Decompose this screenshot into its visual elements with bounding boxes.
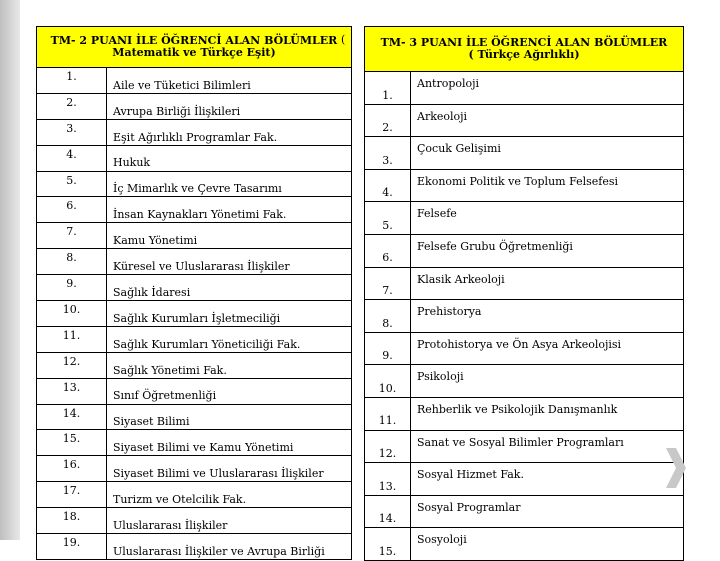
department-name: Sağlık Kurumları Yöneticiliği Fak.: [107, 326, 352, 352]
table-row: [37, 378, 352, 404]
row-number: 13.: [37, 378, 107, 404]
table-row: [37, 93, 352, 119]
table-row: [37, 145, 352, 171]
tm3-table-title: TM- 3 PUANI İLE ÖĞRENCİ ALAN BÖLÜMLER: [380, 35, 668, 49]
row-number: 7.: [37, 223, 107, 249]
department-name: Uluslararası İlişkiler ve Avrupa Birliği: [107, 534, 352, 560]
row-number: 3.: [365, 137, 411, 170]
row-number: 8.: [365, 300, 411, 333]
table-row: [365, 169, 684, 202]
row-number: 12.: [365, 430, 411, 463]
row-number: 17.: [37, 482, 107, 508]
department-name: Siyaset Bilimi ve Uluslararası İlişkiler: [107, 456, 352, 482]
row-number: 7.: [365, 267, 411, 300]
table-row: [365, 495, 684, 528]
table-row: [37, 534, 352, 560]
row-number: 16.: [37, 456, 107, 482]
department-name: İnsan Kaynakları Yönetimi Fak.: [107, 197, 352, 223]
stray-parenthesis: (: [341, 33, 346, 46]
row-number: 14.: [37, 404, 107, 430]
tm2-table-header: [37, 27, 352, 68]
row-number: 6.: [365, 234, 411, 267]
table-row: [37, 301, 352, 327]
table-header-row: [365, 27, 684, 72]
table-row: [37, 352, 352, 378]
row-number: 10.: [37, 301, 107, 327]
department-name: Antropoloji: [411, 72, 684, 105]
row-number: 10.: [365, 365, 411, 398]
department-name: Çocuk Gelişimi: [411, 137, 684, 170]
department-name: Sınıf Öğretmenliği: [107, 378, 352, 404]
row-number: 3.: [37, 119, 107, 145]
department-name: Sanat ve Sosyal Bilimler Programları: [411, 430, 684, 463]
department-name: Klasik Arkeoloji: [411, 267, 684, 300]
row-number: 18.: [37, 508, 107, 534]
department-name: Eşit Ağırlıklı Programlar Fak.: [107, 119, 352, 145]
table-row: [365, 300, 684, 333]
row-number: 1.: [365, 72, 411, 105]
tm2-table-subtitle: Matematik ve Türkçe Eşit): [112, 46, 276, 59]
department-name: Kamu Yönetimi: [107, 223, 352, 249]
table-row: [37, 275, 352, 301]
row-number: 14.: [365, 495, 411, 528]
department-name: Sosyoloji: [411, 528, 684, 561]
row-number: 4.: [365, 169, 411, 202]
table-row: [365, 267, 684, 300]
table-row: [365, 202, 684, 235]
table-row: [37, 430, 352, 456]
department-name: Sosyal Programlar: [411, 495, 684, 528]
department-name: Siyaset Bilimi ve Kamu Yönetimi: [107, 430, 352, 456]
table-row: [37, 456, 352, 482]
department-name: Sağlık İdaresi: [107, 275, 352, 301]
department-name: Hukuk: [107, 145, 352, 171]
table-row: [365, 528, 684, 561]
department-name: Protohistorya ve Ön Asya Arkeolojisi: [411, 332, 684, 365]
table-row: [365, 104, 684, 137]
row-number: 19.: [37, 534, 107, 560]
table-row: [37, 197, 352, 223]
row-number: 2.: [365, 104, 411, 137]
department-name: Sosyal Hizmet Fak.: [411, 463, 684, 496]
row-number: 13.: [365, 463, 411, 496]
row-number: 4.: [37, 145, 107, 171]
table-row: [365, 72, 684, 105]
tm2-table-title: TM- 2 PUANI İLE ÖĞRENCİ ALAN BÖLÜMLER: [50, 33, 338, 47]
table-header-row: [37, 27, 352, 68]
row-number: 11.: [37, 326, 107, 352]
table-row: [365, 234, 684, 267]
department-name: Avrupa Birliği İlişkileri: [107, 93, 352, 119]
row-number: 11.: [365, 397, 411, 430]
row-number: 5.: [365, 202, 411, 235]
table-row: [37, 482, 352, 508]
table-row: [365, 397, 684, 430]
row-number: 1.: [37, 68, 107, 94]
table-row: [365, 365, 684, 398]
table-row: [37, 404, 352, 430]
tm3-table-header: [365, 27, 684, 72]
department-name: Felsefe: [411, 202, 684, 235]
table-row: [37, 223, 352, 249]
department-name: Rehberlik ve Psikolojik Danışmanlık: [411, 397, 684, 430]
row-number: 15.: [37, 430, 107, 456]
row-number: 15.: [365, 528, 411, 561]
department-name: Psikoloji: [411, 365, 684, 398]
department-name: Ekonomi Politik ve Toplum Felsefesi: [411, 169, 684, 202]
chevron-right-icon[interactable]: [664, 448, 686, 488]
table-row: [37, 326, 352, 352]
department-name: Sağlık Yönetimi Fak.: [107, 352, 352, 378]
department-name: İç Mimarlık ve Çevre Tasarımı: [107, 171, 352, 197]
department-name: Uluslararası İlişkiler: [107, 508, 352, 534]
tm3-table-subtitle: ( Türkçe Ağırlıklı): [468, 48, 580, 61]
slide-side-bar: [0, 0, 20, 540]
department-name: Siyaset Bilimi: [107, 404, 352, 430]
table-row: [37, 119, 352, 145]
table-row: [365, 430, 684, 463]
department-name: Küresel ve Uluslararası İlişkiler: [107, 249, 352, 275]
row-number: 9.: [37, 275, 107, 301]
row-number: 9.: [365, 332, 411, 365]
table-row: [365, 463, 684, 496]
tm3-departments-table: [364, 26, 684, 561]
department-name: Turizm ve Otelcilik Fak.: [107, 482, 352, 508]
row-number: 6.: [37, 197, 107, 223]
row-number: 8.: [37, 249, 107, 275]
table-row: [37, 68, 352, 94]
table-row: [37, 249, 352, 275]
table-row: [365, 332, 684, 365]
table-row: [37, 508, 352, 534]
department-name: Sağlık Kurumları İşletmeciliği: [107, 301, 352, 327]
department-name: Felsefe Grubu Öğretmenliği: [411, 234, 684, 267]
tm2-departments-table: [36, 26, 352, 560]
table-row: [37, 171, 352, 197]
row-number: 2.: [37, 93, 107, 119]
department-name: Aile ve Tüketici Bilimleri: [107, 68, 352, 94]
department-name: Arkeoloji: [411, 104, 684, 137]
table-row: [365, 137, 684, 170]
row-number: 5.: [37, 171, 107, 197]
department-name: Prehistorya: [411, 300, 684, 333]
row-number: 12.: [37, 352, 107, 378]
